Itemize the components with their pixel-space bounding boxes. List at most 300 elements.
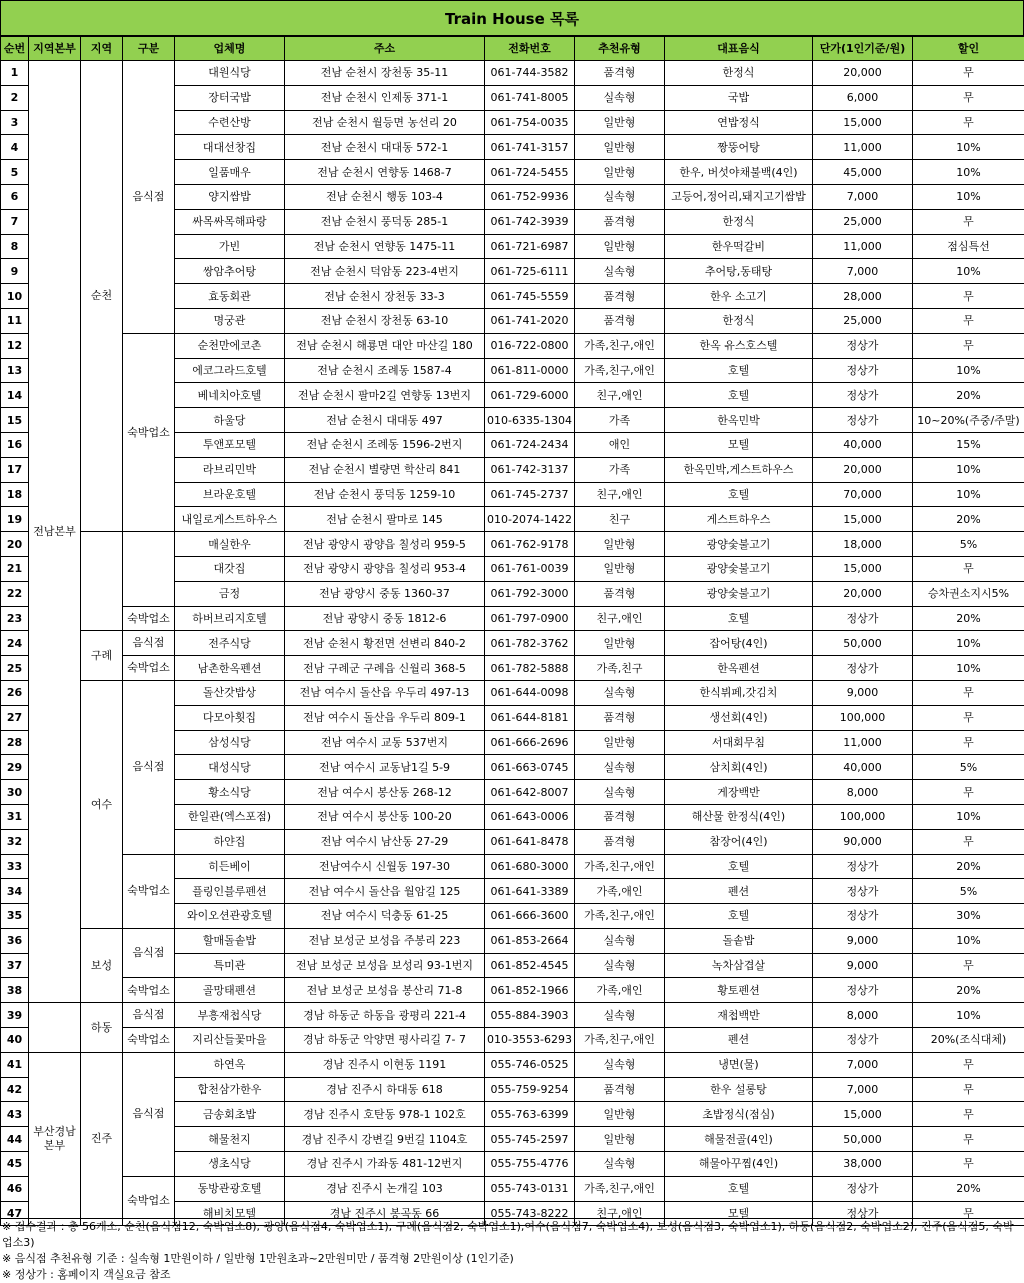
cell-seq: 2 xyxy=(1,85,29,110)
cell-address: 전남 보성군 보성읍 보성리 93-1번지 xyxy=(285,953,485,978)
table-row xyxy=(1,1003,1024,1028)
cell-business-name: 내일로게스트하우스 xyxy=(175,507,285,532)
footnote-criteria: ※ 음식점 추천유형 기준 : 실속형 1만원이하 / 일반형 1만원초과~2만원미만 / 품격형 2만원이상 (1인기준) xyxy=(0,1251,1024,1267)
cell-signature-food: 한우떡갈비 xyxy=(665,234,813,259)
cell-address: 전남 순천시 덕암동 223-4번지 xyxy=(285,259,485,284)
cell-seq: 21 xyxy=(1,556,29,581)
cell-address: 전남 광양시 광양읍 칠성리 953-4 xyxy=(285,556,485,581)
cell-seq: 28 xyxy=(1,730,29,755)
cell-phone: 061-644-8181 xyxy=(485,705,575,730)
cell-unit-price: 50,000 xyxy=(813,1127,913,1152)
cell-unit-price: 15,000 xyxy=(813,1102,913,1127)
footnote-summary: ※ 접수결과 : 총 56개소, 순천(음식점12, 숙박업소8), 광양(음식점4, 숙박업소1), 구례(음식점2, 숙박업소1),여수(음식점7, 숙박업소4), 보성(음식점3, 숙박업소1), 하동(음식점2, 숙박업소2), 진주(음식점5, 숙박업소3) xyxy=(0,1219,1024,1251)
cell-recommend-type: 실속형 xyxy=(575,680,665,705)
cell-category: 음식점 xyxy=(123,61,175,334)
cell-address: 전남 순천시 월등면 농선리 20 xyxy=(285,110,485,135)
cell-discount: 무 xyxy=(913,61,1024,86)
cell-business-name: 쌍암추어탕 xyxy=(175,259,285,284)
cell-discount: 10% xyxy=(913,135,1024,160)
cell-recommend-type: 애인 xyxy=(575,432,665,457)
table-row xyxy=(1,1028,1024,1053)
cell-discount: 10~20%(주중/주말) xyxy=(913,408,1024,433)
cell-address: 경남 진주시 강변길 9번길 1104호 xyxy=(285,1127,485,1152)
cell-phone: 061-741-8005 xyxy=(485,85,575,110)
cell-address: 전남 광양시 광양읍 칠성리 959-5 xyxy=(285,532,485,557)
cell-recommend-type: 일반형 xyxy=(575,1102,665,1127)
cell-recommend-type: 가족 xyxy=(575,408,665,433)
cell-business-name: 베네치아호텔 xyxy=(175,383,285,408)
cell-discount: 10% xyxy=(913,804,1024,829)
cell-unit-price: 정상가 xyxy=(813,904,913,929)
cell-seq: 39 xyxy=(1,1003,29,1028)
cell-recommend-type: 실속형 xyxy=(575,184,665,209)
cell-unit-price: 40,000 xyxy=(813,755,913,780)
footnotes xyxy=(0,1218,1024,1283)
cell-phone: 061-644-0098 xyxy=(485,680,575,705)
cell-unit-price: 7,000 xyxy=(813,1077,913,1102)
cell-discount: 무 xyxy=(913,1152,1024,1177)
cell-unit-price: 15,000 xyxy=(813,556,913,581)
cell-unit-price: 8,000 xyxy=(813,1003,913,1028)
cell-phone: 010-6335-1304 xyxy=(485,408,575,433)
cell-business-name: 하얀집 xyxy=(175,829,285,854)
cell-recommend-type: 가족,친구,애인 xyxy=(575,904,665,929)
cell-business-name: 브라운호텔 xyxy=(175,482,285,507)
cell-address: 전남 광양시 중동 1360-37 xyxy=(285,581,485,606)
cell-discount: 5% xyxy=(913,879,1024,904)
cell-business-name: 효동회관 xyxy=(175,284,285,309)
cell-address: 전남 순천시 장천동 33-3 xyxy=(285,284,485,309)
cell-recommend-type: 실속형 xyxy=(575,85,665,110)
cell-business-name: 가빈 xyxy=(175,234,285,259)
cell-signature-food: 생선회(4인) xyxy=(665,705,813,730)
cell-address: 경남 진주시 호탄동 978-1 102호 xyxy=(285,1102,485,1127)
cell-signature-food: 한우 소고기 xyxy=(665,284,813,309)
table-row xyxy=(1,1052,1024,1077)
cell-signature-food: 펜션 xyxy=(665,1028,813,1053)
column-header: 할인 xyxy=(913,37,1024,61)
cell-recommend-type: 친구 xyxy=(575,507,665,532)
cell-unit-price: 28,000 xyxy=(813,284,913,309)
cell-signature-food: 한식뷔페,갓김치 xyxy=(665,680,813,705)
cell-signature-food: 돌솥밥 xyxy=(665,928,813,953)
cell-signature-food: 호텔 xyxy=(665,1176,813,1201)
cell-business-name: 매실한우 xyxy=(175,532,285,557)
cell-recommend-type: 가족,친구,애인 xyxy=(575,358,665,383)
cell-seq: 8 xyxy=(1,234,29,259)
cell-signature-food: 광양숯불고기 xyxy=(665,556,813,581)
cell-discount: 무 xyxy=(913,284,1024,309)
cell-business-name: 대갓집 xyxy=(175,556,285,581)
cell-recommend-type: 친구,애인 xyxy=(575,606,665,631)
cell-business-name: 골망태펜션 xyxy=(175,978,285,1003)
cell-address: 전남 순천시 인제동 371-1 xyxy=(285,85,485,110)
cell-address: 전남 보성군 보성읍 주봉리 223 xyxy=(285,928,485,953)
cell-phone: 061-745-5559 xyxy=(485,284,575,309)
cell-discount: 무 xyxy=(913,730,1024,755)
cell-address: 전남 여수시 남산동 27-29 xyxy=(285,829,485,854)
cell-signature-food: 삼치회(4인) xyxy=(665,755,813,780)
cell-phone: 061-741-2020 xyxy=(485,308,575,333)
cell-recommend-type: 실속형 xyxy=(575,953,665,978)
cell-unit-price: 6,000 xyxy=(813,85,913,110)
cell-category: 음식점 xyxy=(123,1052,175,1176)
cell-recommend-type: 가족,친구,애인 xyxy=(575,1028,665,1053)
cell-business-name: 전주식당 xyxy=(175,631,285,656)
cell-business-name: 할매돌솥밥 xyxy=(175,928,285,953)
cell-business-name: 부흥재첩식당 xyxy=(175,1003,285,1028)
cell-unit-price: 15,000 xyxy=(813,507,913,532)
cell-discount: 10% xyxy=(913,482,1024,507)
cell-unit-price: 15,000 xyxy=(813,110,913,135)
cell-seq: 41 xyxy=(1,1052,29,1077)
cell-recommend-type: 가족 xyxy=(575,457,665,482)
cell-phone: 061-643-0006 xyxy=(485,804,575,829)
cell-signature-food: 참장어(4인) xyxy=(665,829,813,854)
cell-business-name: 일품매우 xyxy=(175,160,285,185)
cell-discount: 20% xyxy=(913,854,1024,879)
cell-unit-price: 8,000 xyxy=(813,780,913,805)
cell-region: 진주 xyxy=(81,1052,123,1226)
cell-business-name: 동방관광호텔 xyxy=(175,1176,285,1201)
cell-region: 구례 xyxy=(81,631,123,681)
cell-phone: 061-663-0745 xyxy=(485,755,575,780)
cell-phone: 010-2074-1422 xyxy=(485,507,575,532)
cell-unit-price: 7,000 xyxy=(813,259,913,284)
cell-discount: 무 xyxy=(913,1201,1024,1226)
cell-discount: 무 xyxy=(913,110,1024,135)
cell-recommend-type: 실속형 xyxy=(575,755,665,780)
cell-seq: 18 xyxy=(1,482,29,507)
cell-address: 전남 순천시 장천동 35-11 xyxy=(285,61,485,86)
cell-category: 숙박업소 xyxy=(123,978,175,1003)
cell-seq: 33 xyxy=(1,854,29,879)
cell-recommend-type: 품격형 xyxy=(575,581,665,606)
cell-seq: 46 xyxy=(1,1176,29,1201)
cell-address: 전남 보성군 보성읍 봉산리 71-8 xyxy=(285,978,485,1003)
cell-region: 순천 xyxy=(81,61,123,532)
cell-business-name: 싸목싸목해파랑 xyxy=(175,209,285,234)
cell-signature-food: 한옥펜션 xyxy=(665,656,813,681)
cell-phone: 055-755-4776 xyxy=(485,1152,575,1177)
cell-region: 여수 xyxy=(81,680,123,928)
cell-phone: 061-666-3600 xyxy=(485,904,575,929)
cell-phone: 061-680-3000 xyxy=(485,854,575,879)
cell-phone: 061-641-8478 xyxy=(485,829,575,854)
cell-phone: 061-741-3157 xyxy=(485,135,575,160)
cell-address: 전남 여수시 돌산읍 우두리 497-13 xyxy=(285,680,485,705)
cell-signature-food: 광양숯불고기 xyxy=(665,532,813,557)
cell-unit-price: 정상가 xyxy=(813,656,913,681)
cell-address: 전남 여수시 봉산동 268-12 xyxy=(285,780,485,805)
cell-signature-food: 한우, 버섯야채불백(4인) xyxy=(665,160,813,185)
cell-discount: 무 xyxy=(913,829,1024,854)
column-header: 주소 xyxy=(285,37,485,61)
cell-recommend-type: 일반형 xyxy=(575,730,665,755)
cell-phone: 055-759-9254 xyxy=(485,1077,575,1102)
cell-recommend-type: 가족,친구,애인 xyxy=(575,333,665,358)
cell-unit-price: 정상가 xyxy=(813,383,913,408)
cell-unit-price: 20,000 xyxy=(813,457,913,482)
cell-business-name: 해물천지 xyxy=(175,1127,285,1152)
cell-unit-price: 50,000 xyxy=(813,631,913,656)
cell-business-name: 양지쌈밥 xyxy=(175,184,285,209)
cell-region xyxy=(81,532,123,631)
cell-signature-food: 호텔 xyxy=(665,383,813,408)
cell-discount: 20% xyxy=(913,978,1024,1003)
cell-unit-price: 9,000 xyxy=(813,680,913,705)
cell-phone: 061-744-3582 xyxy=(485,61,575,86)
cell-category: 숙박업소 xyxy=(123,333,175,531)
cell-seq: 38 xyxy=(1,978,29,1003)
cell-seq: 22 xyxy=(1,581,29,606)
cell-signature-food: 추어탕,동태탕 xyxy=(665,259,813,284)
cell-seq: 44 xyxy=(1,1127,29,1152)
cell-address: 경남 하동군 하동읍 광평리 221-4 xyxy=(285,1003,485,1028)
cell-region-hq: 부산경남 본부 xyxy=(29,1052,81,1226)
cell-discount: 10% xyxy=(913,656,1024,681)
cell-category xyxy=(123,532,175,606)
cell-discount: 10% xyxy=(913,457,1024,482)
cell-recommend-type: 실속형 xyxy=(575,1052,665,1077)
cell-category: 숙박업소 xyxy=(123,854,175,928)
cell-business-name: 와이오션관광호텔 xyxy=(175,904,285,929)
cell-seq: 7 xyxy=(1,209,29,234)
cell-unit-price: 11,000 xyxy=(813,730,913,755)
cell-address: 전남 여수시 교동남1길 5-9 xyxy=(285,755,485,780)
footnote-price: ※ 정상가 : 홈페이지 객실요금 참조 xyxy=(0,1267,1024,1283)
cell-discount: 승차권소지시5% xyxy=(913,581,1024,606)
cell-seq: 35 xyxy=(1,904,29,929)
cell-unit-price: 11,000 xyxy=(813,135,913,160)
cell-phone: 055-743-8222 xyxy=(485,1201,575,1226)
cell-signature-food: 냉면(물) xyxy=(665,1052,813,1077)
column-header: 순번 xyxy=(1,37,29,61)
cell-category: 음식점 xyxy=(123,1003,175,1028)
cell-signature-food: 한옥민박 xyxy=(665,408,813,433)
train-house-table xyxy=(0,36,1024,1226)
cell-recommend-type: 실속형 xyxy=(575,928,665,953)
cell-signature-food: 황토펜션 xyxy=(665,978,813,1003)
cell-business-name: 수련산방 xyxy=(175,110,285,135)
cell-seq: 24 xyxy=(1,631,29,656)
cell-business-name: 대성식당 xyxy=(175,755,285,780)
cell-phone: 061-792-3000 xyxy=(485,581,575,606)
cell-discount: 무 xyxy=(913,85,1024,110)
cell-business-name: 플링인블루펜션 xyxy=(175,879,285,904)
cell-seq: 15 xyxy=(1,408,29,433)
cell-phone: 061-782-3762 xyxy=(485,631,575,656)
cell-address: 전남 여수시 돌산읍 우두리 809-1 xyxy=(285,705,485,730)
cell-discount: 20% xyxy=(913,507,1024,532)
cell-unit-price: 18,000 xyxy=(813,532,913,557)
cell-business-name: 다모아횟집 xyxy=(175,705,285,730)
cell-recommend-type: 일반형 xyxy=(575,160,665,185)
table-body xyxy=(1,61,1024,1226)
cell-discount: 30% xyxy=(913,904,1024,929)
cell-signature-food: 한옥민박,게스트하우스 xyxy=(665,457,813,482)
cell-region: 보성 xyxy=(81,928,123,1002)
cell-signature-food: 한정식 xyxy=(665,209,813,234)
cell-business-name: 하울당 xyxy=(175,408,285,433)
cell-address: 전남 순천시 연향동 1475-11 xyxy=(285,234,485,259)
cell-phone: 055-745-2597 xyxy=(485,1127,575,1152)
cell-signature-food: 초밥정식(점심) xyxy=(665,1102,813,1127)
cell-address: 전남 순천시 별량면 학산리 841 xyxy=(285,457,485,482)
cell-signature-food: 한옥 유스호스텔 xyxy=(665,333,813,358)
cell-unit-price: 9,000 xyxy=(813,928,913,953)
cell-signature-food: 잡어탕(4인) xyxy=(665,631,813,656)
cell-business-name: 금정 xyxy=(175,581,285,606)
cell-unit-price: 9,000 xyxy=(813,953,913,978)
cell-unit-price: 정상가 xyxy=(813,358,913,383)
column-header: 추천유형 xyxy=(575,37,665,61)
cell-seq: 9 xyxy=(1,259,29,284)
cell-address: 전남 순천시 팔마로 145 xyxy=(285,507,485,532)
table-row xyxy=(1,606,1024,631)
cell-category: 숙박업소 xyxy=(123,656,175,681)
cell-unit-price: 11,000 xyxy=(813,234,913,259)
column-header: 대표음식 xyxy=(665,37,813,61)
cell-seq: 17 xyxy=(1,457,29,482)
cell-phone: 061-641-3389 xyxy=(485,879,575,904)
cell-seq: 25 xyxy=(1,656,29,681)
cell-phone: 061-721-6987 xyxy=(485,234,575,259)
cell-region-hq: 전남본부 xyxy=(29,61,81,1003)
cell-unit-price: 100,000 xyxy=(813,705,913,730)
cell-phone: 016-722-0800 xyxy=(485,333,575,358)
cell-seq: 6 xyxy=(1,184,29,209)
cell-phone: 061-782-5888 xyxy=(485,656,575,681)
cell-signature-food: 게스트하우스 xyxy=(665,507,813,532)
cell-recommend-type: 일반형 xyxy=(575,556,665,581)
column-header: 지역 xyxy=(81,37,123,61)
table-row xyxy=(1,1176,1024,1201)
cell-signature-food: 호텔 xyxy=(665,358,813,383)
cell-business-name: 금송회초밥 xyxy=(175,1102,285,1127)
cell-recommend-type: 가족,친구,애인 xyxy=(575,1176,665,1201)
cell-business-name: 해비치모텔 xyxy=(175,1201,285,1226)
cell-phone: 061-852-4545 xyxy=(485,953,575,978)
cell-seq: 19 xyxy=(1,507,29,532)
cell-discount: 5% xyxy=(913,532,1024,557)
cell-seq: 26 xyxy=(1,680,29,705)
cell-phone: 055-884-3903 xyxy=(485,1003,575,1028)
cell-recommend-type: 품격형 xyxy=(575,705,665,730)
cell-signature-food: 고등어,정어리,돼지고기쌈밥 xyxy=(665,184,813,209)
cell-discount: 무 xyxy=(913,680,1024,705)
cell-seq: 30 xyxy=(1,780,29,805)
cell-category: 숙박업소 xyxy=(123,1028,175,1053)
table-row xyxy=(1,532,1024,557)
cell-address: 전남 순천시 조례동 1596-2번지 xyxy=(285,432,485,457)
cell-business-name: 한일관(엑스포점) xyxy=(175,804,285,829)
table-row xyxy=(1,631,1024,656)
cell-address: 전남 순천시 황전면 선변리 840-2 xyxy=(285,631,485,656)
cell-discount: 무 xyxy=(913,1052,1024,1077)
cell-signature-food: 한정식 xyxy=(665,61,813,86)
cell-business-name: 라브리민박 xyxy=(175,457,285,482)
cell-recommend-type: 품격형 xyxy=(575,804,665,829)
cell-seq: 29 xyxy=(1,755,29,780)
cell-address: 경남 진주시 논개길 103 xyxy=(285,1176,485,1201)
cell-unit-price: 정상가 xyxy=(813,1028,913,1053)
cell-business-name: 특미관 xyxy=(175,953,285,978)
cell-address: 전남 구례군 구례읍 신월리 368-5 xyxy=(285,656,485,681)
cell-signature-food: 짱뚱어탕 xyxy=(665,135,813,160)
table-row xyxy=(1,680,1024,705)
cell-unit-price: 38,000 xyxy=(813,1152,913,1177)
cell-discount: 20% xyxy=(913,383,1024,408)
table-row xyxy=(1,978,1024,1003)
cell-signature-food: 해물아꾸찜(4인) xyxy=(665,1152,813,1177)
cell-address: 경남 하동군 악양면 평사리길 7- 7 xyxy=(285,1028,485,1053)
cell-business-name: 히든베이 xyxy=(175,854,285,879)
cell-address: 전남 순천시 장천동 63-10 xyxy=(285,308,485,333)
table-row xyxy=(1,61,1024,86)
cell-signature-food: 국밥 xyxy=(665,85,813,110)
cell-discount: 10% xyxy=(913,184,1024,209)
table-row xyxy=(1,854,1024,879)
cell-category: 숙박업소 xyxy=(123,606,175,631)
cell-signature-food: 녹차삼겹살 xyxy=(665,953,813,978)
cell-discount: 20% xyxy=(913,1176,1024,1201)
cell-seq: 13 xyxy=(1,358,29,383)
cell-business-name: 지리산들꽃마을 xyxy=(175,1028,285,1053)
cell-signature-food: 모텔 xyxy=(665,1201,813,1226)
cell-recommend-type: 친구,애인 xyxy=(575,1201,665,1226)
cell-recommend-type: 가족,친구 xyxy=(575,656,665,681)
cell-signature-food: 호텔 xyxy=(665,606,813,631)
cell-recommend-type: 일반형 xyxy=(575,135,665,160)
cell-business-name: 하연옥 xyxy=(175,1052,285,1077)
cell-seq: 34 xyxy=(1,879,29,904)
cell-address: 전남여수시 신월동 197-30 xyxy=(285,854,485,879)
cell-unit-price: 정상가 xyxy=(813,1176,913,1201)
cell-phone: 061-729-6000 xyxy=(485,383,575,408)
cell-phone: 061-762-9178 xyxy=(485,532,575,557)
cell-address: 전남 순천시 팔마2길 연향동 13번지 xyxy=(285,383,485,408)
cell-recommend-type: 일반형 xyxy=(575,532,665,557)
cell-phone: 055-763-6399 xyxy=(485,1102,575,1127)
cell-recommend-type: 품격형 xyxy=(575,1077,665,1102)
cell-seq: 5 xyxy=(1,160,29,185)
cell-discount: 무 xyxy=(913,1102,1024,1127)
cell-signature-food: 모텔 xyxy=(665,432,813,457)
cell-recommend-type: 일반형 xyxy=(575,234,665,259)
cell-recommend-type: 실속형 xyxy=(575,1003,665,1028)
cell-phone: 061-745-2737 xyxy=(485,482,575,507)
cell-address: 전남 순천시 대대동 497 xyxy=(285,408,485,433)
cell-seq: 40 xyxy=(1,1028,29,1053)
cell-seq: 43 xyxy=(1,1102,29,1127)
cell-business-name: 에코그라드호텔 xyxy=(175,358,285,383)
cell-recommend-type: 가족,애인 xyxy=(575,879,665,904)
table-row xyxy=(1,656,1024,681)
cell-signature-food: 광양숯불고기 xyxy=(665,581,813,606)
cell-business-name: 남촌한옥펜션 xyxy=(175,656,285,681)
cell-discount: 무 xyxy=(913,333,1024,358)
cell-seq: 37 xyxy=(1,953,29,978)
cell-phone: 055-746-0525 xyxy=(485,1052,575,1077)
cell-discount: 무 xyxy=(913,1127,1024,1152)
cell-phone: 061-725-6111 xyxy=(485,259,575,284)
cell-signature-food: 연밥정식 xyxy=(665,110,813,135)
cell-seq: 23 xyxy=(1,606,29,631)
cell-seq: 45 xyxy=(1,1152,29,1177)
column-header: 단가(1인기준/원) xyxy=(813,37,913,61)
cell-unit-price: 정상가 xyxy=(813,1201,913,1226)
